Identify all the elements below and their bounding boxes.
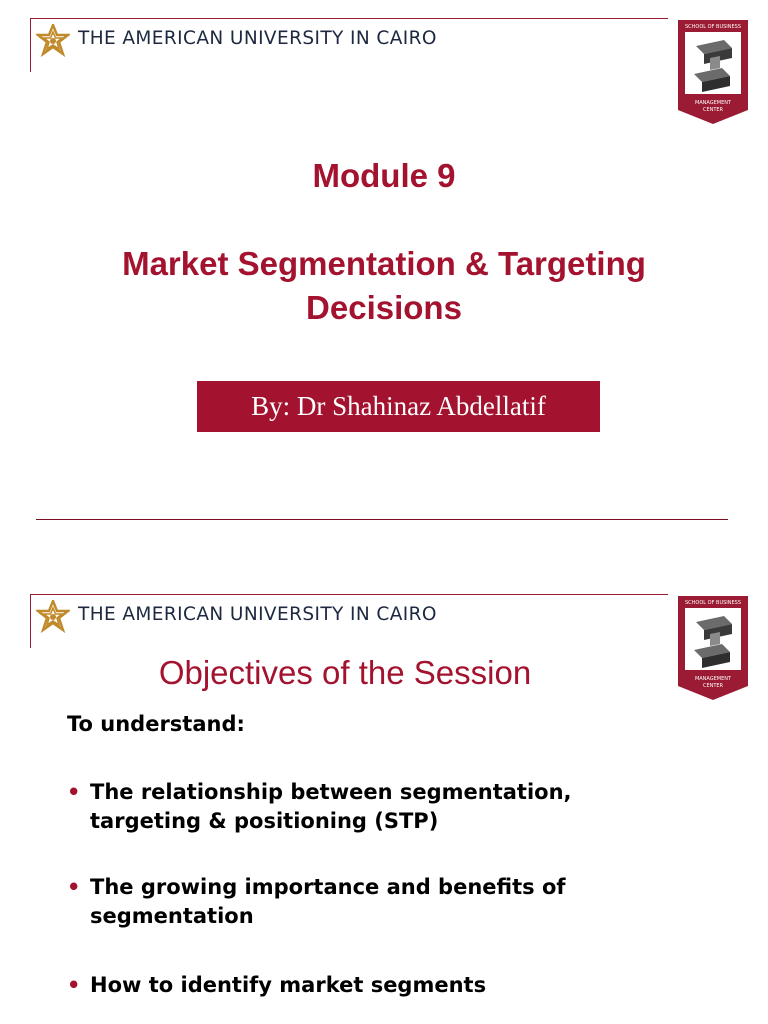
auc-star-emblem-icon	[36, 24, 70, 58]
author-banner	[197, 381, 600, 432]
bullet-marker: •	[67, 875, 81, 899]
header-rule	[30, 18, 668, 19]
header-rule	[30, 594, 668, 595]
badge-text-2: CENTER	[702, 683, 724, 689]
objectives-slide	[0, 576, 768, 1024]
bullet-text: The growing importance and benefits of segmentation	[90, 875, 566, 928]
topic-title-line-1: Market Segmentation & Targeting	[122, 245, 646, 282]
badge-top-text: SCHOOL OF BUSINESS	[684, 24, 742, 30]
auc-star-emblem-icon	[36, 600, 70, 634]
university-name: THE AMERICAN UNIVERSITY IN CAIRO	[78, 604, 437, 625]
bullet-text: The relationship between segmentation, targeting & positioning (STP)	[90, 780, 572, 833]
bullet-marker: •	[67, 780, 81, 804]
module-title: Module 9	[312, 157, 456, 194]
intro-text: To understand:	[67, 712, 245, 736]
list-item	[67, 971, 687, 1000]
list-item	[67, 778, 687, 836]
header-rule-left	[30, 18, 31, 72]
topic-title-line-2: Decisions	[306, 289, 462, 326]
management-center-shield-icon	[676, 18, 750, 126]
header-rule-left	[30, 594, 31, 648]
list-item	[67, 873, 687, 931]
badge-text-1: MANAGEMENT	[694, 100, 732, 106]
bullet-marker: •	[67, 973, 81, 997]
badge-top-text: SCHOOL OF BUSINESS	[684, 600, 742, 606]
university-name: THE AMERICAN UNIVERSITY IN CAIRO	[78, 28, 437, 49]
bullet-text: How to identify market segments	[90, 973, 487, 997]
badge-text-2: CENTER	[702, 107, 724, 113]
author-name: By: Dr Shahinaz Abdellatif	[251, 391, 546, 421]
slide-divider	[36, 519, 728, 520]
slide-title: Objectives of the Session	[158, 654, 532, 691]
badge-text-1: MANAGEMENT	[694, 676, 732, 682]
